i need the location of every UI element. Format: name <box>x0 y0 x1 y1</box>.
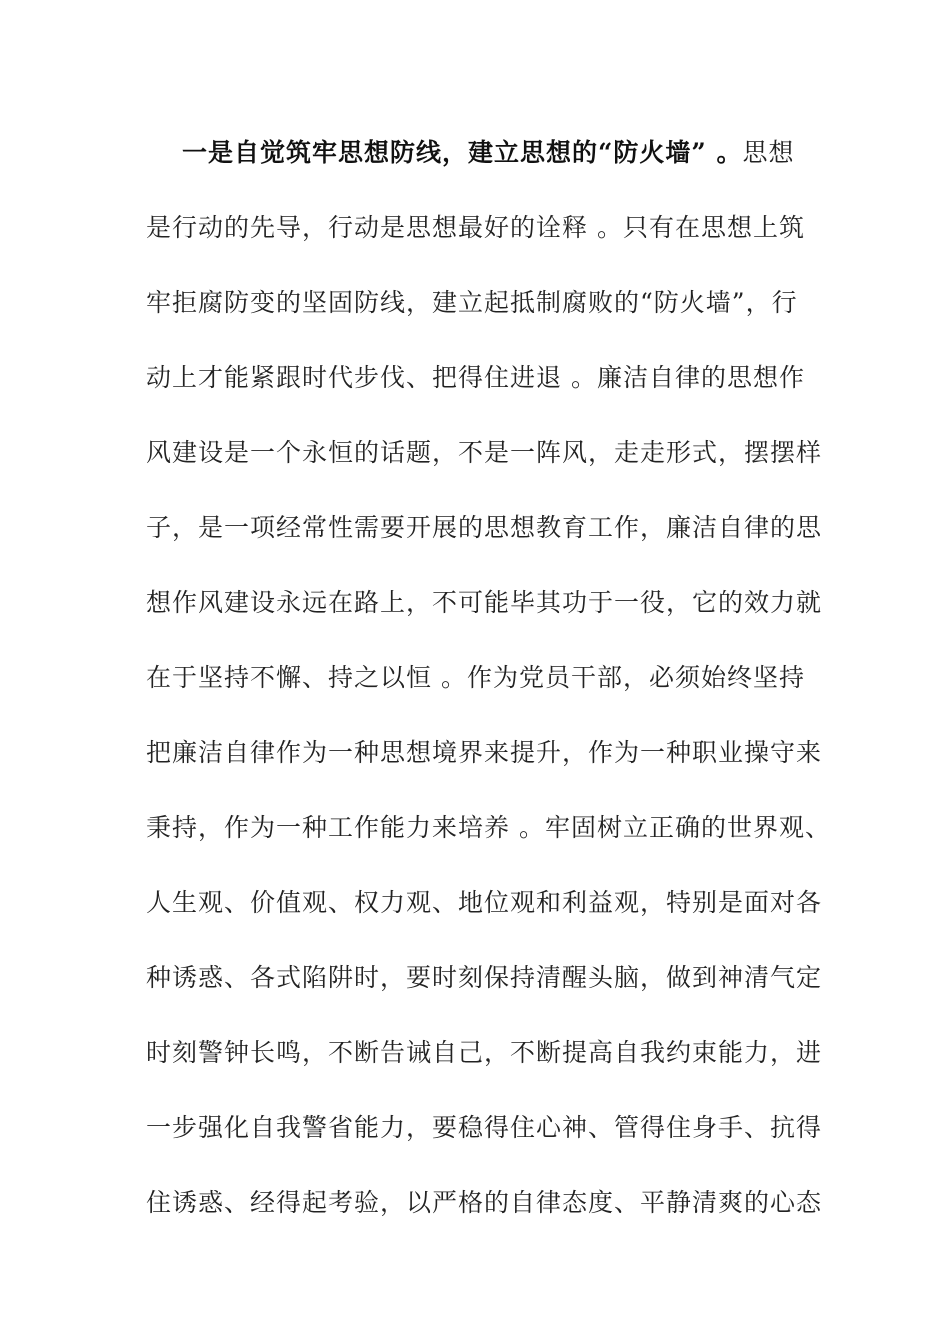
paragraph-line-15: 住诱惑、经得起考验，以严格的自律态度、平静清爽的心态 <box>146 1188 823 1217</box>
paragraph-line-4: 动上才能紧跟时代步伐、把得住进退 。廉洁自律的思想作 <box>146 363 805 392</box>
paragraph-line-8: 在于坚持不懈、持之以恒 。作为党员干部，必须始终坚持 <box>146 663 805 692</box>
paragraph-line-11: 人生观、价值观、权力观、地位观和利益观，特别是面对各 <box>146 888 823 917</box>
paragraph-line-2: 是行动的先导，行动是思想最好的诠释 。只有在思想上筑 <box>146 213 805 242</box>
paragraph-line-13: 时刻警钟长鸣，不断告诫自己，不断提高自我约束能力，进 <box>146 1038 823 1067</box>
bold-lead-sentence: 一是自觉筑牢思想防线，建立思想的“防火墙” 。 <box>182 138 743 167</box>
paragraph-line-9: 把廉洁自律作为一种思想境界来提升，作为一种职业操守来 <box>146 738 823 767</box>
paragraph-line-14: 一步强化自我警省能力，要稳得住心神、管得住身手、抗得 <box>146 1113 823 1142</box>
paragraph-line-10: 秉持，作为一种工作能力来培养 。牢固树立正确的世界观、 <box>146 813 831 842</box>
paragraph-line-6: 子，是一项经常性需要开展的思想教育工作，廉洁自律的思 <box>146 513 823 542</box>
paragraph-line-3: 牢拒腐防变的坚固防线，建立起抵制腐败的“防火墙”，行 <box>146 288 798 317</box>
paragraph-line-1 <box>146 133 826 208</box>
body-paragraph <box>146 133 831 1258</box>
paragraph-line-7: 想作风建设永远在路上，不可能毕其功于一役，它的效力就 <box>146 588 823 617</box>
paragraph-line-1-rest: 思想 <box>742 138 795 167</box>
paragraph-line-12: 种诱惑、各式陷阱时，要时刻保持清醒头脑，做到神清气定 <box>146 963 823 992</box>
paragraph-line-5: 风建设是一个永恒的话题，不是一阵风，走走形式，摆摆样 <box>146 438 823 467</box>
